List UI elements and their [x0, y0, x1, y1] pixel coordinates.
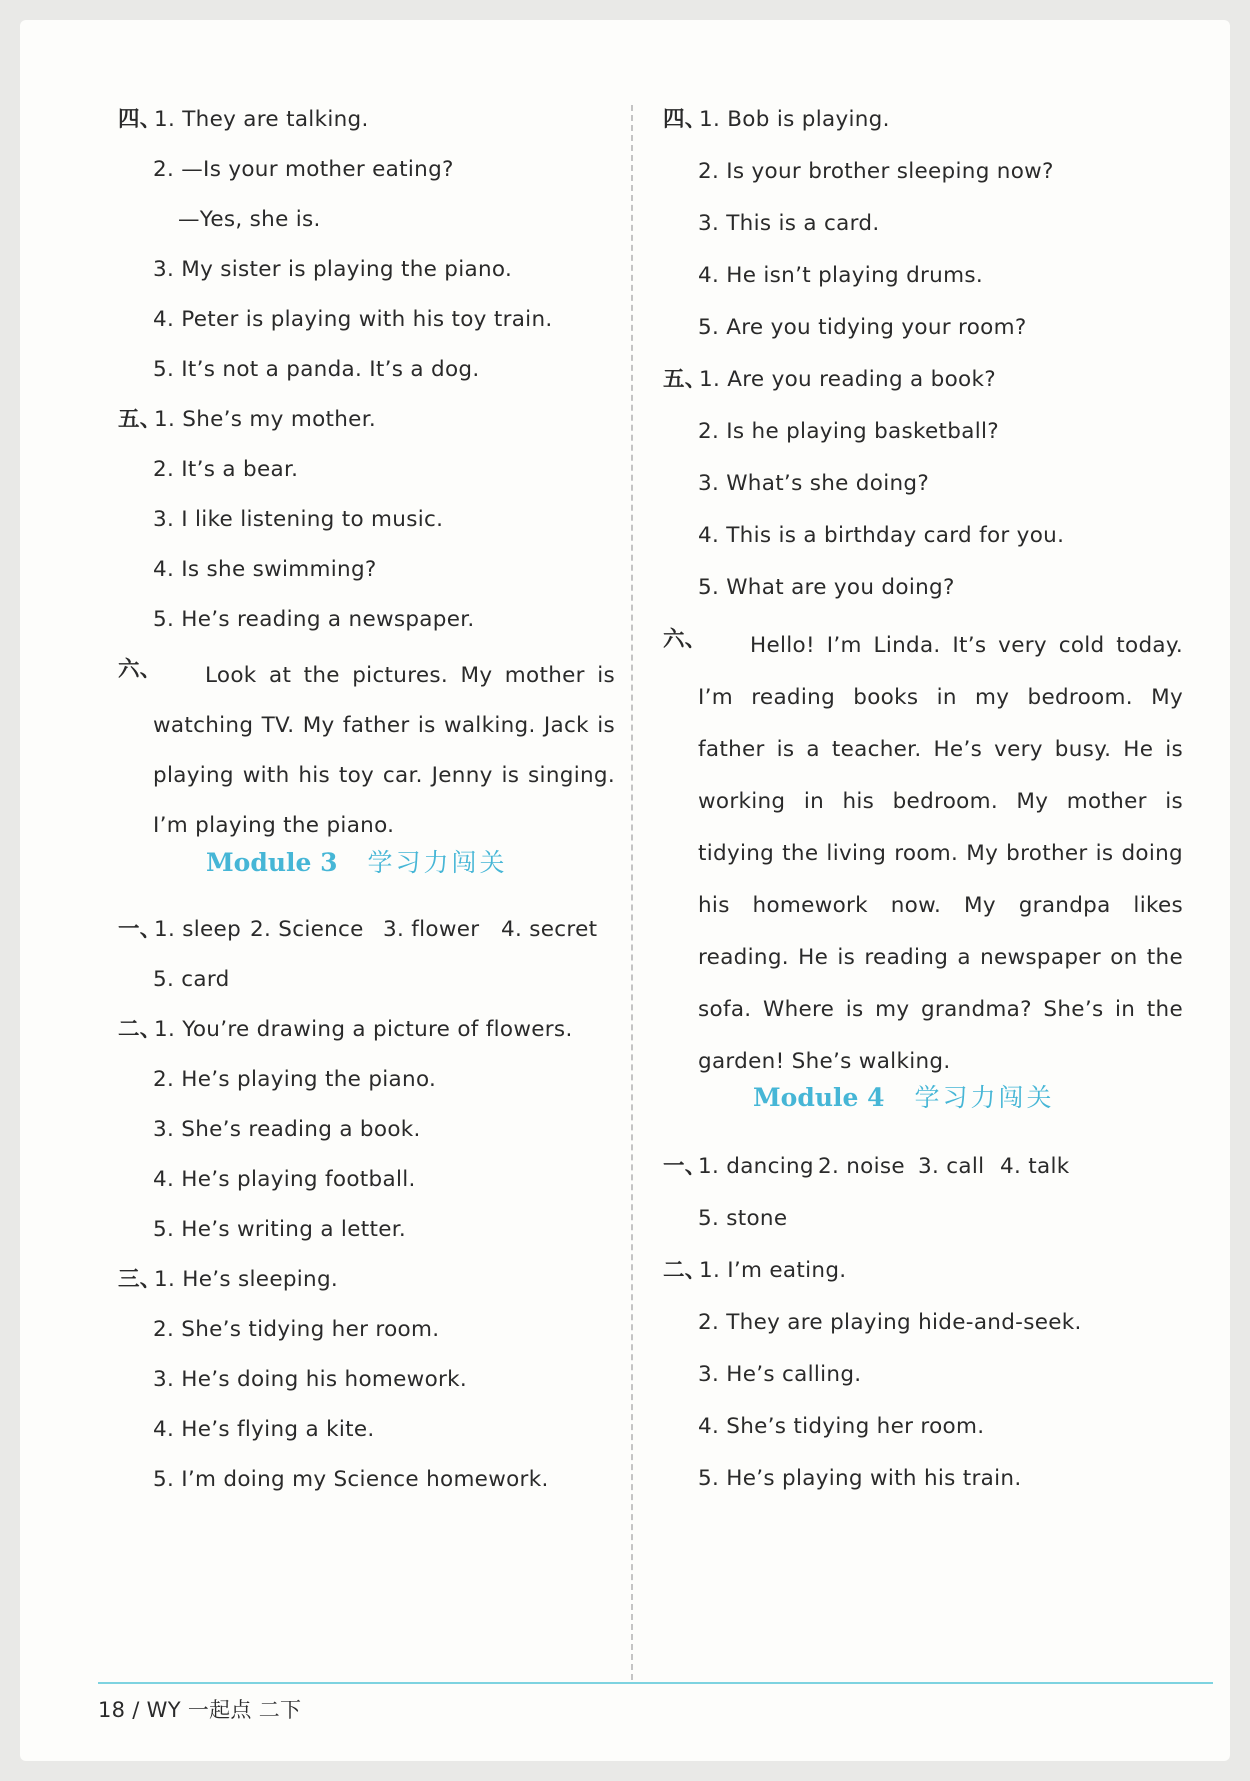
left-s4-item-2a: 2. —Is your mother eating?	[153, 157, 454, 182]
right-s4-item-2: 2. Is your brother sleeping now?	[698, 159, 1054, 184]
left-s5-label: 五、	[118, 407, 162, 432]
left-s2-item-4: 4. He’s playing football.	[153, 1167, 416, 1192]
left-s1-label: 一、	[118, 917, 162, 942]
left-s6-passage: Look at the pictures. My mother is watching TV. My father is walking. Jack is playing with his toy car. Jenny is singing. I’m playing the piano.	[153, 663, 615, 838]
right-s1-words	[663, 1152, 1183, 1182]
right-s5-label: 五、	[663, 367, 707, 392]
word-1: 1. dancing	[698, 1154, 814, 1179]
left-s2-item-5: 5. He’s writing a letter.	[153, 1217, 407, 1242]
word-2: 2. noise	[818, 1154, 905, 1179]
page-footer: 18 / WY 一起点 二下	[98, 1698, 302, 1722]
footer-rule	[98, 1682, 1213, 1684]
right-s5-item-4: 4. This is a birthday card for you.	[698, 523, 1065, 548]
word-3: 3. flower	[383, 917, 480, 942]
right-s5-item-3: 3. What’s she doing?	[698, 471, 930, 496]
right-s2-item-1: 二、1. I’m eating.	[663, 1256, 846, 1286]
right-s6-label: 六、	[663, 627, 707, 652]
left-s4-item-5: 5. It’s not a panda. It’s a dog.	[153, 357, 480, 382]
left-s4-label: 四、	[118, 107, 162, 132]
left-s5-item-4: 4. Is she swimming?	[153, 557, 377, 582]
word-4: 4. secret	[501, 917, 598, 942]
left-s6-label: 六、	[118, 657, 162, 682]
right-s2-item-2: 2. They are playing hide-and-seek.	[698, 1310, 1082, 1335]
column-divider	[631, 105, 633, 1680]
left-s4-item-4: 4. Peter is playing with his toy train.	[153, 307, 553, 332]
left-s5-item-3: 3. I like listening to music.	[153, 507, 444, 532]
right-s6-passage: Hello! I’m Linda. It’s very cold today. I’m reading books in my bedroom. My father is a teacher. He’s very busy. He is working in his bedroom. My mother is tidying the living room. My brother is doing his homework now. My grandpa likes reading. He is reading a newspaper on the sofa. Where is my grandma? She’s in the garden! She’s walking.	[698, 633, 1183, 1074]
right-s1-label: 一、	[663, 1154, 707, 1179]
left-s2-item-2: 2. He’s playing the piano.	[153, 1067, 437, 1092]
right-s4-item-1: 四、1. Bob is playing.	[663, 105, 890, 135]
right-s2-item-5: 5. He’s playing with his train.	[698, 1466, 1022, 1491]
left-s2-label: 二、	[118, 1017, 162, 1042]
right-s5-item-5: 5. What are you doing?	[698, 575, 955, 600]
left-s1-word-5: 5. card	[153, 967, 230, 992]
left-s3-item-2: 2. She’s tidying her room.	[153, 1317, 440, 1342]
right-s2-label: 二、	[663, 1258, 707, 1283]
right-s5-item-2: 2. Is he playing basketball?	[698, 419, 999, 444]
left-s3-item-4: 4. He’s flying a kite.	[153, 1417, 375, 1442]
left-s2-item-1: 二、1. You’re drawing a picture of flowers.	[118, 1015, 573, 1045]
word-3: 3. call	[918, 1154, 985, 1179]
left-s1-words	[118, 915, 618, 945]
module-3-heading	[206, 843, 508, 879]
module-3-title: 学习力闯关	[367, 848, 508, 877]
answer-page	[20, 20, 1230, 1761]
left-s2-item-3: 3. She’s reading a book.	[153, 1117, 421, 1142]
module-4-title: 学习力闯关	[914, 1083, 1055, 1112]
module-3-label: Module 3	[206, 848, 338, 877]
word-4: 4. talk	[1000, 1154, 1070, 1179]
left-s5-item-2: 2. It’s a bear.	[153, 457, 299, 482]
right-s4-item-5: 5. Are you tidying your room?	[698, 315, 1027, 340]
left-s4-item-3: 3. My sister is playing the piano.	[153, 257, 513, 282]
word-2: 2. Science	[250, 917, 364, 942]
left-s5-item-5: 5. He’s reading a newspaper.	[153, 607, 475, 632]
right-s2-item-4: 4. She’s tidying her room.	[698, 1414, 985, 1439]
module-4-label: Module 4	[753, 1083, 885, 1112]
left-s4-item-1: 四、1. They are talking.	[118, 105, 369, 135]
left-s3-item-3: 3. He’s doing his homework.	[153, 1367, 468, 1392]
left-s5-item-1: 五、1. She’s my mother.	[118, 405, 376, 435]
right-s4-item-3: 3. This is a card.	[698, 211, 880, 236]
word-1: 1. sleep	[154, 917, 242, 942]
right-s2-item-3: 3. He’s calling.	[698, 1362, 862, 1387]
left-s3-item-1: 三、1. He’s sleeping.	[118, 1265, 338, 1295]
right-s4-label: 四、	[663, 107, 707, 132]
left-s3-label: 三、	[118, 1267, 162, 1292]
right-s1-word-5: 5. stone	[698, 1206, 788, 1231]
right-s5-item-1: 五、1. Are you reading a book?	[663, 365, 996, 395]
left-s4-item-2b: —Yes, she is.	[178, 207, 321, 232]
module-4-heading	[753, 1078, 1055, 1114]
left-s3-item-5: 5. I’m doing my Science homework.	[153, 1467, 549, 1492]
right-s4-item-4: 4. He isn’t playing drums.	[698, 263, 983, 288]
